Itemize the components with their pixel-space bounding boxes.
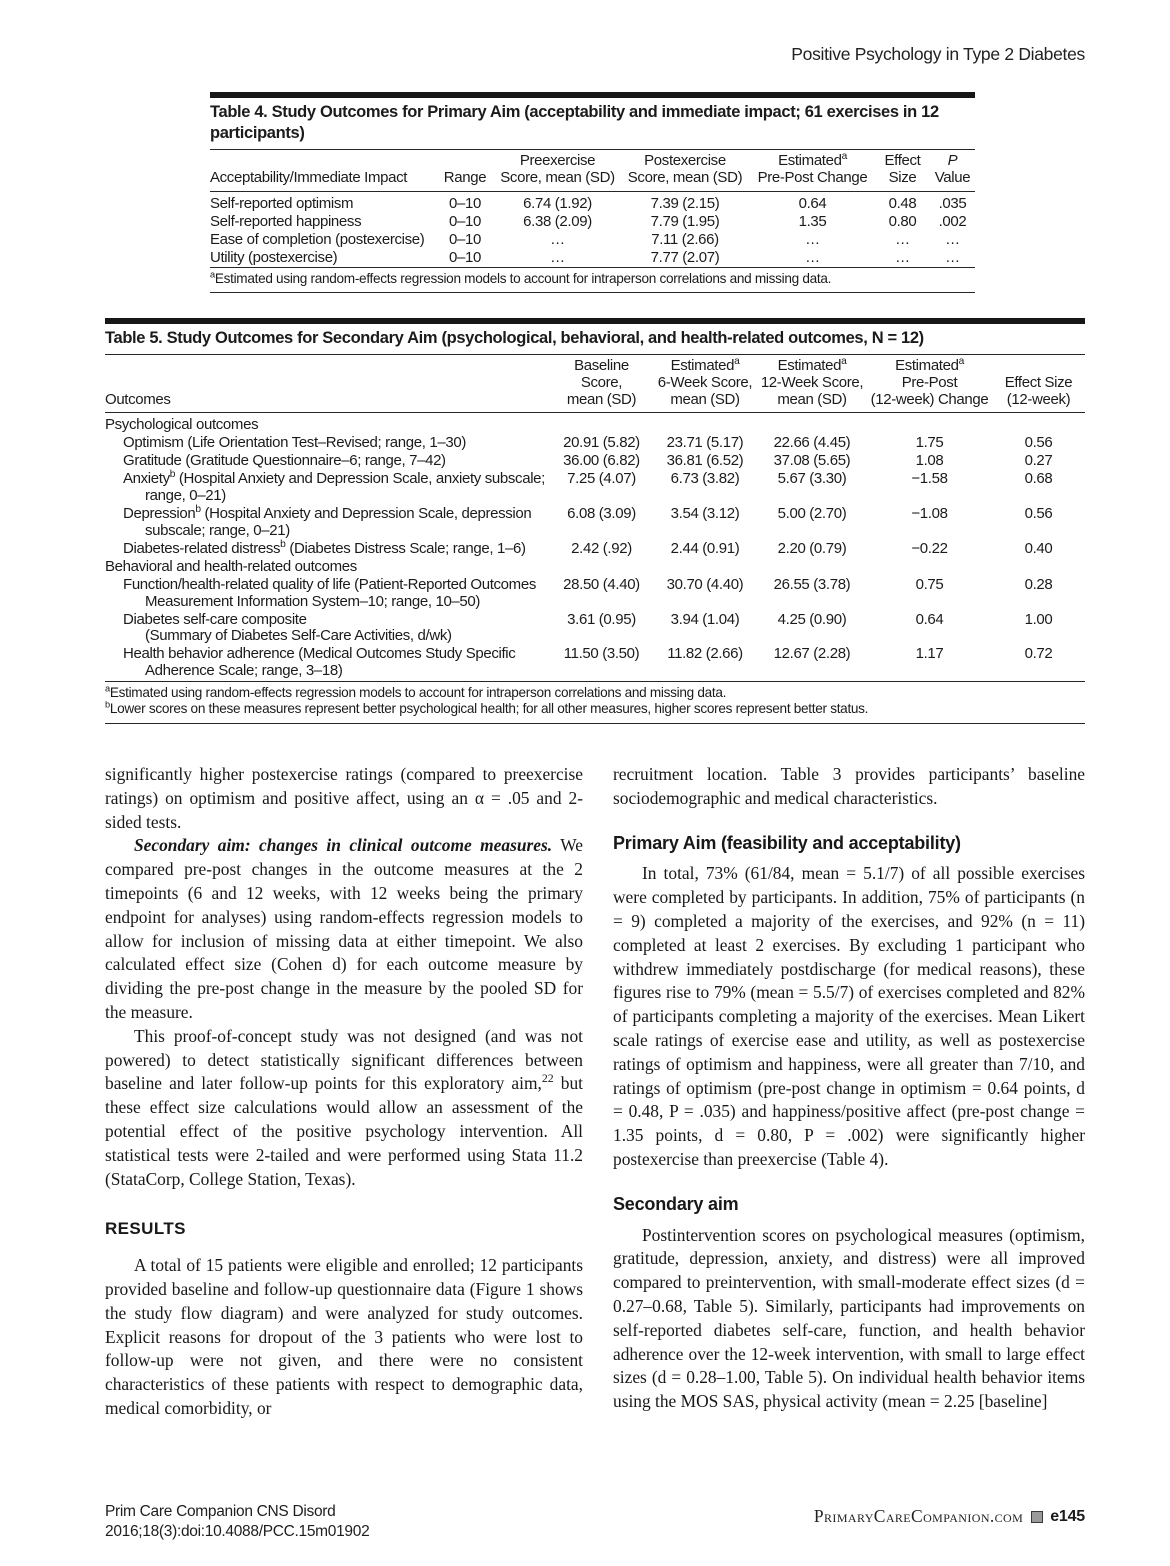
body-left-column [105, 763, 583, 1421]
outcome-name: Optimism (Life Orientation Test–Revised; range, 1–30) [123, 434, 467, 452]
cell-range: 0–10 [449, 248, 481, 266]
cell-change: 0.75 [915, 575, 944, 593]
cell-12week: 37.08 (5.65) [773, 452, 851, 470]
cell-effect: 0.28 [1024, 575, 1053, 593]
cell-12week: 5.67 (3.30) [777, 470, 847, 488]
cell-12week: 26.55 (3.78) [773, 575, 851, 593]
footnote-marker: a [105, 683, 110, 694]
section-label: Behavioral and health-related outcomes [105, 557, 357, 575]
outcome-name: Function/health-related quality of life (Patient-Reported Outcomes Measurement Information System–10; range, 10–50) [123, 575, 536, 610]
table4-table [210, 150, 975, 267]
cell-range: 0–10 [449, 230, 481, 248]
primary-aim-heading: Primary Aim (feasibility and acceptability) [613, 832, 961, 853]
square-icon [1031, 1511, 1043, 1523]
col-header-6week: Estimated$^a$ 6-Week Score, mean (SD) [653, 355, 757, 413]
cell-12week: 22.66 (4.45) [773, 434, 851, 452]
cell-pre: 6.74 (1.92) [523, 194, 592, 212]
table4-header-row [210, 150, 975, 191]
cell-6week: 6.73 (3.82) [670, 470, 740, 488]
cell-post: 7.77 (2.07) [650, 248, 720, 266]
cell-baseline: 2.42 (.92) [571, 539, 632, 557]
cell-12week: 5.00 (2.70) [777, 505, 847, 523]
cell-pre: 6.38 (2.09) [523, 212, 592, 230]
paragraph: recruitment location. Table 3 provides participants’ baseline sociodemographic and medical characteristics. [613, 764, 1085, 808]
col-header-effect-size: Effect Size (12-week) [992, 355, 1085, 413]
paragraph: A total of 15 patients were eligible and enrolled; 12 participants provided baseline and follow-up questionnaire data (Figure 1 shows the study flow diagram) and were analyzed for study outcomes. Explicit reasons for dropout of the 3 patients who were lost to follow-up were not given, and there were no consistent characteristics of these patients with respect to demographic data, medical comorbidity, or [105, 1255, 583, 1418]
cell-6week: 2.44 (0.91) [670, 539, 740, 557]
paragraph: In total, 73% (61/84, mean = 5.1/7) of all possible exercises were completed by participants. In addition, 75% of participants (n = 9) completed a majority of the exercises, and 92% (n = 11) completed at least 2 exercises. By excluding 1 participant who withdrew immediately postdischarge (for medical reasons), these figures rise to 79% (mean = 5.5/7) of exercises completed and 82% of participants completing a majority of the exercises. Mean Likert scale ratings of exercise ease and utility, as well as postexercise ratings of optimism and happiness, were all greater than 7/10, and ratings of optimism (pre-post change in optimism = 0.64 points, d = 0.48, P = .035) and happiness/positive affect (pre-post change = 1.35 points, d = 0.80, P = .002) were significantly higher postexercise than preexercise (Table 4). [613, 863, 1085, 1169]
row-label: Ease of completion (postexercise) [210, 230, 425, 248]
table5-row [105, 471, 1085, 506]
table5-footnote-a: $^a$Estimated using random-effects regression models to account for intraperson correlations and missing data. [105, 683, 727, 700]
footnote-marker: a [210, 269, 215, 280]
col-header-range: Range [435, 150, 495, 191]
cell-6week: 11.82 (2.66) [667, 645, 743, 663]
col-header-postexercise: Postexercise Score, mean (SD) [620, 150, 750, 191]
running-head: Positive Psychology in Type 2 Diabetes [791, 44, 1085, 64]
cell-effect: 0.68 [1024, 470, 1053, 488]
results-heading: RESULTS [105, 1219, 186, 1239]
cell-effect: 0.40 [1024, 539, 1053, 557]
table5-section-row [105, 558, 1085, 576]
outcome-name: Health behavior adherence (Medical Outcomes Study Specific Adherence Scale; range, 3–18) [123, 645, 516, 680]
outcome-name: Anxiety$^b$ (Hospital Anxiety and Depression Scale, anxiety subscale; range, 0–21) [123, 469, 545, 505]
journal-doi: 2016;18(3):doi:10.4088/PCC.15m01902 [105, 1523, 370, 1540]
cell-baseline: 3.61 (0.95) [567, 610, 636, 628]
cell-p: .002 [938, 212, 967, 230]
journal-website: PrimaryCareCompanion.com [813, 1506, 1024, 1526]
row-label: Self-reported happiness [210, 212, 362, 230]
outcome-name: Diabetes-related distress$^b$ (Diabetes Distress Scale; range, 1–6) [123, 538, 526, 557]
table5-section-row [105, 413, 1085, 435]
cell-12week: 12.67 (2.28) [773, 645, 851, 663]
cell-6week: 3.94 (1.04) [670, 610, 740, 628]
section-label: Psychological outcomes [105, 416, 259, 434]
page-number: e145 [1050, 1507, 1085, 1525]
outcome-name: Depression$^b$ (Hospital Anxiety and Depression Scale, depression subscale; range, 0–21) [123, 504, 532, 539]
table4-row [210, 231, 975, 249]
cell-effect: … [895, 248, 910, 266]
paragraph: This proof-of-concept study was not designed (and was not powered) to detect statistically significant differences between baseline and later follow-up points for this exploratory aim,$^{22}$ but these effect size calculations would allow an assessment of the potential effect of the positive psychology intervention. All statistical tests were 2-tailed and were performed using Stata 11.2 (StataCorp, College Station, Texas). [105, 1025, 583, 1189]
table5-footnotes [105, 681, 1085, 724]
col-header-baseline: Baseline Score, mean (SD) [550, 355, 653, 413]
cell-baseline: 36.00 (6.82) [563, 452, 640, 470]
table5-row [105, 453, 1085, 471]
cell-pre: … [550, 230, 565, 248]
cell-effect: 0.56 [1024, 505, 1053, 523]
cell-6week: 23.71 (5.17) [666, 434, 744, 452]
col-header-acceptability: Acceptability/Immediate Impact [210, 150, 435, 191]
cell-6week: 36.81 (6.52) [666, 452, 744, 470]
cell-12week: 4.25 (0.90) [777, 610, 847, 628]
cell-change: … [805, 230, 820, 248]
col-header-outcomes: Outcomes [105, 355, 550, 413]
footnote-marker: b [105, 699, 110, 710]
cell-pre: … [550, 248, 565, 266]
cell-baseline: 6.08 (3.09) [567, 505, 636, 523]
cell-post: 7.39 (2.15) [650, 194, 720, 212]
paragraph: Postintervention scores on psychological measures (optimism, gratitude, depression, anxiety, and distress) were all improved compared to preintervention, with small-moderate effect sizes (d = 0.27–0.68, Table 5). Similarly, participants had improvements on self-reported diabetes self-care, function, and health behavior adherence over the 12-week intervention, with small to large effect sizes (d = 0.28–1.00, Table 5). On individual health behavior items using the MOS SAS, physical activity (mean = 2.25 [baseline] [613, 1224, 1085, 1412]
row-label: Utility (postexercise) [210, 248, 338, 266]
body-right-column [613, 763, 1085, 1414]
cell-effect: … [895, 230, 910, 248]
table4-row [210, 249, 975, 267]
table5-footnote-b: $^b$Lower scores on these measures represent better psychological health; for all other measures, higher scores represent better status. [105, 699, 869, 717]
table5-row [105, 540, 1085, 558]
cell-effect: 1.00 [1024, 610, 1053, 628]
col-header-12week: Estimated$^a$ 12-Week Score, mean (SD) [757, 355, 867, 413]
cell-change: … [805, 248, 820, 266]
table5-row [105, 611, 1085, 646]
table4-footnote: $^a$Estimated using random-effects regression models to account for intraperson correlations and missing data. [210, 267, 975, 294]
cell-change: −1.08 [911, 505, 948, 523]
cell-change: 1.75 [915, 434, 944, 452]
footer-journal-info [105, 1502, 369, 1542]
table5-row [105, 576, 1085, 611]
cell-baseline: 11.50 (3.50) [563, 645, 640, 663]
table5-header-row [105, 355, 1085, 413]
table5-row [105, 506, 1085, 541]
cell-effect: 0.27 [1024, 452, 1053, 470]
footer-site-page [814, 1506, 1085, 1527]
cell-baseline: 7.25 (4.07) [567, 470, 636, 488]
cell-range: 0–10 [449, 212, 481, 230]
cell-change: 0.64 [798, 194, 827, 212]
secondary-aim-lead: Secondary aim: changes in clinical outcome measures. [134, 835, 553, 856]
outcome-name: Diabetes self-care composite (Summary of Diabetes Self-Care Activities, d/wk) [123, 610, 452, 645]
cell-effect: 0.80 [888, 212, 917, 230]
table5-row [105, 435, 1085, 453]
cell-p: .035 [938, 194, 967, 212]
paragraph: significantly higher postexercise ratings (compared to preexercise ratings) on optimism and positive affect, using an α = .05 and 2-sided tests. [105, 764, 583, 832]
paragraph: Secondary aim: changes in clinical outcome measures. We compared pre-post changes in the outcome measures at the 2 timepoints (6 and 12 weeks, with 12 weeks being the primary endpoint for analyses) using random-effects regression models to allow for inclusion of missing data at either timepoint. We also calculated effect size (Cohen d) for each outcome measure by dividing the pre-post change in the measure by the pooled SD for the measure. [105, 835, 584, 1022]
cell-change: −0.22 [911, 539, 948, 557]
cell-baseline: 28.50 (4.40) [563, 575, 640, 593]
col-header-p-value: P Value [930, 150, 975, 191]
cell-post: 7.79 (1.95) [650, 212, 720, 230]
table5-row [105, 646, 1085, 681]
citation-marker: 22 [541, 1071, 554, 1086]
journal-name: Prim Care Companion CNS Disord [105, 1503, 336, 1520]
cell-p: … [945, 230, 960, 248]
col-header-prepost-change: Estimated$^a$ Pre-Post (12-week) Change [867, 355, 992, 413]
cell-change: 1.08 [915, 452, 944, 470]
cell-change: −1.58 [911, 470, 948, 488]
col-header-effect-size: Effect Size [875, 150, 930, 191]
cell-effect: 0.72 [1024, 645, 1053, 663]
cell-p: … [945, 248, 960, 266]
table4-row [210, 213, 975, 231]
cell-post: 7.11 (2.66) [651, 230, 719, 248]
row-label: Self-reported optimism [210, 194, 354, 212]
outcome-name: Gratitude (Gratitude Questionnaire–6; range, 7–42) [123, 452, 446, 470]
cell-baseline: 20.91 (5.82) [563, 434, 640, 452]
table4-row [210, 191, 975, 213]
table5 [105, 318, 1085, 724]
cell-range: 0–10 [449, 194, 481, 212]
table4-title: Table 4. Study Outcomes for Primary Aim (acceptability and immediate impact; 61 exercises in 12 participants) [210, 98, 975, 150]
cell-6week: 30.70 (4.40) [666, 575, 744, 593]
cell-change: 1.35 [798, 212, 827, 230]
secondary-aim-heading: Secondary aim [613, 1193, 739, 1214]
col-header-prepost-change: Estimated$^a$ Pre-Post Change [750, 150, 875, 191]
table4 [210, 92, 975, 293]
table5-table [105, 355, 1085, 681]
cell-effect: 0.56 [1024, 434, 1053, 452]
cell-change: 1.17 [915, 645, 944, 663]
cell-6week: 3.54 (3.12) [670, 505, 740, 523]
col-header-preexercise: Preexercise Score, mean (SD) [495, 150, 620, 191]
cell-12week: 2.20 (0.79) [777, 539, 847, 557]
table5-title: Table 5. Study Outcomes for Secondary Aim (psychological, behavioral, and health-related outcomes, N = 12) [105, 324, 1085, 355]
cell-effect: 0.48 [888, 194, 917, 212]
cell-change: 0.64 [915, 610, 944, 628]
